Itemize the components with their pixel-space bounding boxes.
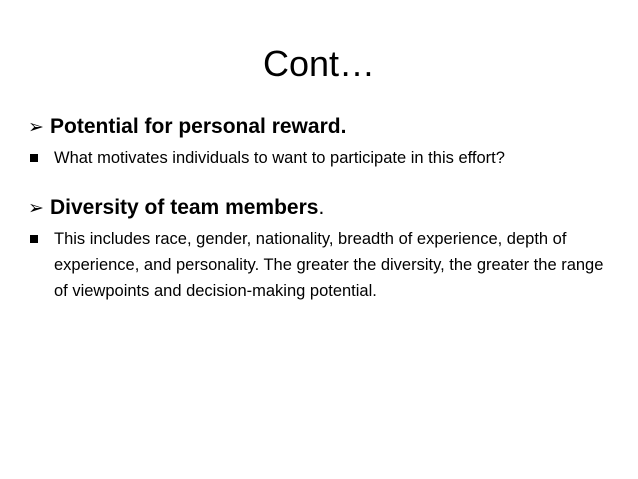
square-bullet-icon [28,226,54,252]
square-bullet-icon [28,145,54,171]
sub-bullet-text: What motivates individuals to want to participate in this effort? [54,149,505,167]
slide-title: Cont… [262,43,376,84]
bullet-heading-reward [28,112,618,143]
bullet-heading-diversity [28,193,618,224]
sub-bullet-text: This includes race, gender, nationality, breadth of experience, depth of experience, and personality. The greater the diversity, the greater the range of viewpoints and decision-making potential. [54,230,604,300]
slide-body [28,112,618,304]
sub-bullet-motivation [28,145,618,171]
sub-bullet-diversity [28,226,618,304]
bullet-heading-text: Diversity of team members [50,196,319,219]
arrow-bullet-icon: ➢ [28,117,44,138]
bullet-heading-suffix: . [318,196,325,219]
bullet-heading-text: Potential for personal reward. [50,115,347,138]
arrow-bullet-icon: ➢ [28,198,44,219]
